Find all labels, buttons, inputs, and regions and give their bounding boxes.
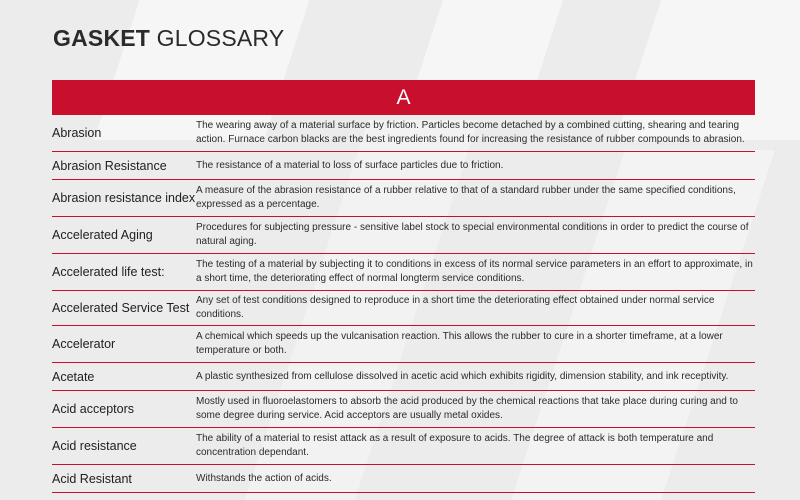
glossary-row bbox=[52, 180, 755, 217]
title-rest: GLOSSARY bbox=[150, 25, 285, 51]
glossary-definition: Procedures for subjecting pressure - sensitive label stock to special environmental conditions in order to predict the course of natural aging. bbox=[196, 222, 749, 247]
glossary-definition: The ability of a material to resist attack as a result of exposure to acids. The degree of attack is both temperature and concentration dependant. bbox=[196, 433, 714, 458]
glossary-row bbox=[52, 217, 755, 254]
glossary-definition: A chemical which speeds up the vulcanisation reaction. This allows the rubber to cure in a shorter timeframe, at a lower temperature or both. bbox=[196, 331, 723, 356]
glossary-row bbox=[52, 326, 755, 363]
glossary-term: Acid Resistant bbox=[52, 471, 132, 486]
section-letter-header: A bbox=[52, 80, 755, 115]
glossary-row bbox=[52, 152, 755, 180]
glossary-row bbox=[52, 363, 755, 391]
glossary-table bbox=[52, 80, 755, 493]
glossary-definition: Withstands the action of acids. bbox=[196, 472, 332, 484]
glossary-definition: Mostly used in fluoroelastomers to absorb the acid produced by the chemical reactions that take place during curing and to some degree during service. Acid acceptors are usually metal oxides. bbox=[196, 396, 738, 421]
glossary-term: Accelerated life test: bbox=[52, 265, 165, 279]
glossary-row bbox=[52, 428, 755, 465]
title-bold: GASKET bbox=[53, 25, 151, 51]
glossary-row bbox=[52, 291, 755, 326]
glossary-term: Abrasion Resistance bbox=[52, 158, 167, 173]
glossary-definition: The wearing away of a material surface by friction. Particles become detached by a combined cutting, shearing and tearing action. Furnace carbon blacks are the best ingredients found for increasing the resistance of rubber compounds to abrasion. bbox=[196, 120, 745, 145]
glossary-definition: Any set of test conditions designed to reproduce in a short time the deteriorating effect obtained under normal service conditions. bbox=[196, 295, 715, 320]
page-title bbox=[53, 25, 284, 52]
glossary-term: Acetate bbox=[52, 369, 95, 384]
glossary-row bbox=[52, 115, 755, 152]
glossary-term: Accelerated Aging bbox=[52, 228, 153, 242]
glossary-term: Accelerator bbox=[52, 337, 116, 351]
glossary-definition: The testing of a material by subjecting it to conditions in excess of its normal service parameters in an effort to approximate, in a short time, the deteriorating effect of normal longterm service conditions. bbox=[196, 259, 753, 284]
glossary-row bbox=[52, 254, 755, 291]
glossary-definition: The resistance of a material to loss of surface particles due to friction. bbox=[196, 159, 504, 171]
glossary-row bbox=[52, 391, 755, 428]
glossary-definition: A measure of the abrasion resistance of a rubber relative to that of a standard rubber under the same specified conditions, expressed as a percentage. bbox=[196, 185, 736, 210]
glossary-term: Accelerated Service Test bbox=[52, 301, 190, 315]
glossary-term: Acid acceptors bbox=[52, 402, 134, 416]
glossary-row bbox=[52, 465, 755, 493]
glossary-term: Abrasion bbox=[52, 126, 102, 140]
glossary-definition: A plastic synthesized from cellulose dissolved in acetic acid which exhibits rigidity, dimension stability, and ink receptivity. bbox=[196, 370, 729, 382]
glossary-term: Acid resistance bbox=[52, 439, 137, 453]
glossary-term: Abrasion resistance index bbox=[52, 191, 196, 205]
